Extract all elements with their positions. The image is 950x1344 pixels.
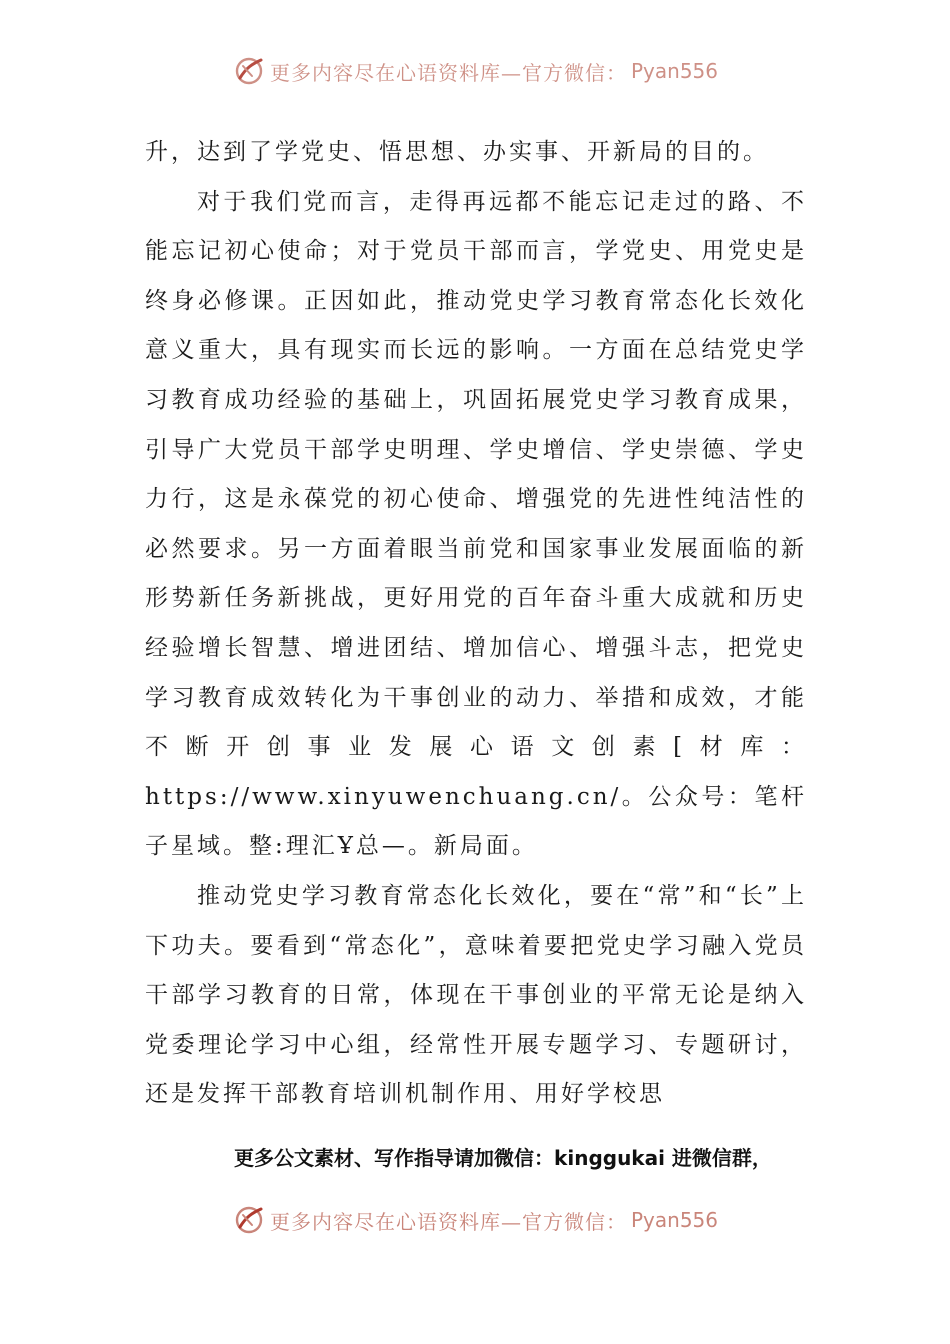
footer-watermark [0, 1203, 950, 1237]
brand-logo-icon [232, 1203, 266, 1237]
paragraph: 对于我们党而言，走得再远都不能忘记走过的路、不能忘记初心使命；对于党员干部而言，学党史、用党史是终身必修课。正因如此，推动党史学习教育常态化长效化意义重大，具有现实而长远的影响。一方面在总结党史学习教育成功经验的基础上，巩固拓展党史学习教育成果，引导广大党员干部学史明理、学史增信、学史崇德、学史力行，这是永葆党的初心使命、增强党的先进性纯洁性的必然要求。另一方面着眼当前党和国家事业发展面临的新形势新任务新挑战，更好用党的百年奋斗重大成就和历史经验增长智慧、增进团结、增加信心、增强斗志，把党史学习教育成效转化为干事创业的动力、举措和成效，才能不断开创事业发展心语文创素[材库：https://www.xinyuwenchuang.cn/。公众号：笔杆子星域。整:理汇Ұ总—。新局面。 [145, 188, 807, 860]
document-body [145, 128, 807, 1120]
brand-logo-icon [232, 54, 266, 88]
watermark-brand-text: 更多内容尽在心语资料库—官方微信： [269, 1209, 627, 1234]
footer-promo-note: 更多公文素材、写作指导请加微信：kinggukai 进微信群， [234, 1146, 772, 1170]
watermark-wechat-id: Pyan556 [630, 59, 718, 83]
watermark-brand-text: 更多内容尽在心语资料库—官方微信： [269, 60, 627, 85]
paragraph-continuation: 升，达到了学党史、悟思想、办实事、开新局的目的。 [145, 139, 769, 165]
paragraph: 推动党史学习教育常态化长效化，要在“常”和“长”上下功夫。要看到“常态化”，意味着要把党史学习融入党员干部学习教育的日常，体现在干事创业的平常无论是纳入党委理论学习中心组，经常性开展专题学习、专题研讨，还是发挥干部教育培训机制作用、用好学校思 [145, 882, 807, 1108]
watermark-wechat-id: Pyan556 [630, 1208, 718, 1232]
header-watermark [0, 54, 950, 88]
